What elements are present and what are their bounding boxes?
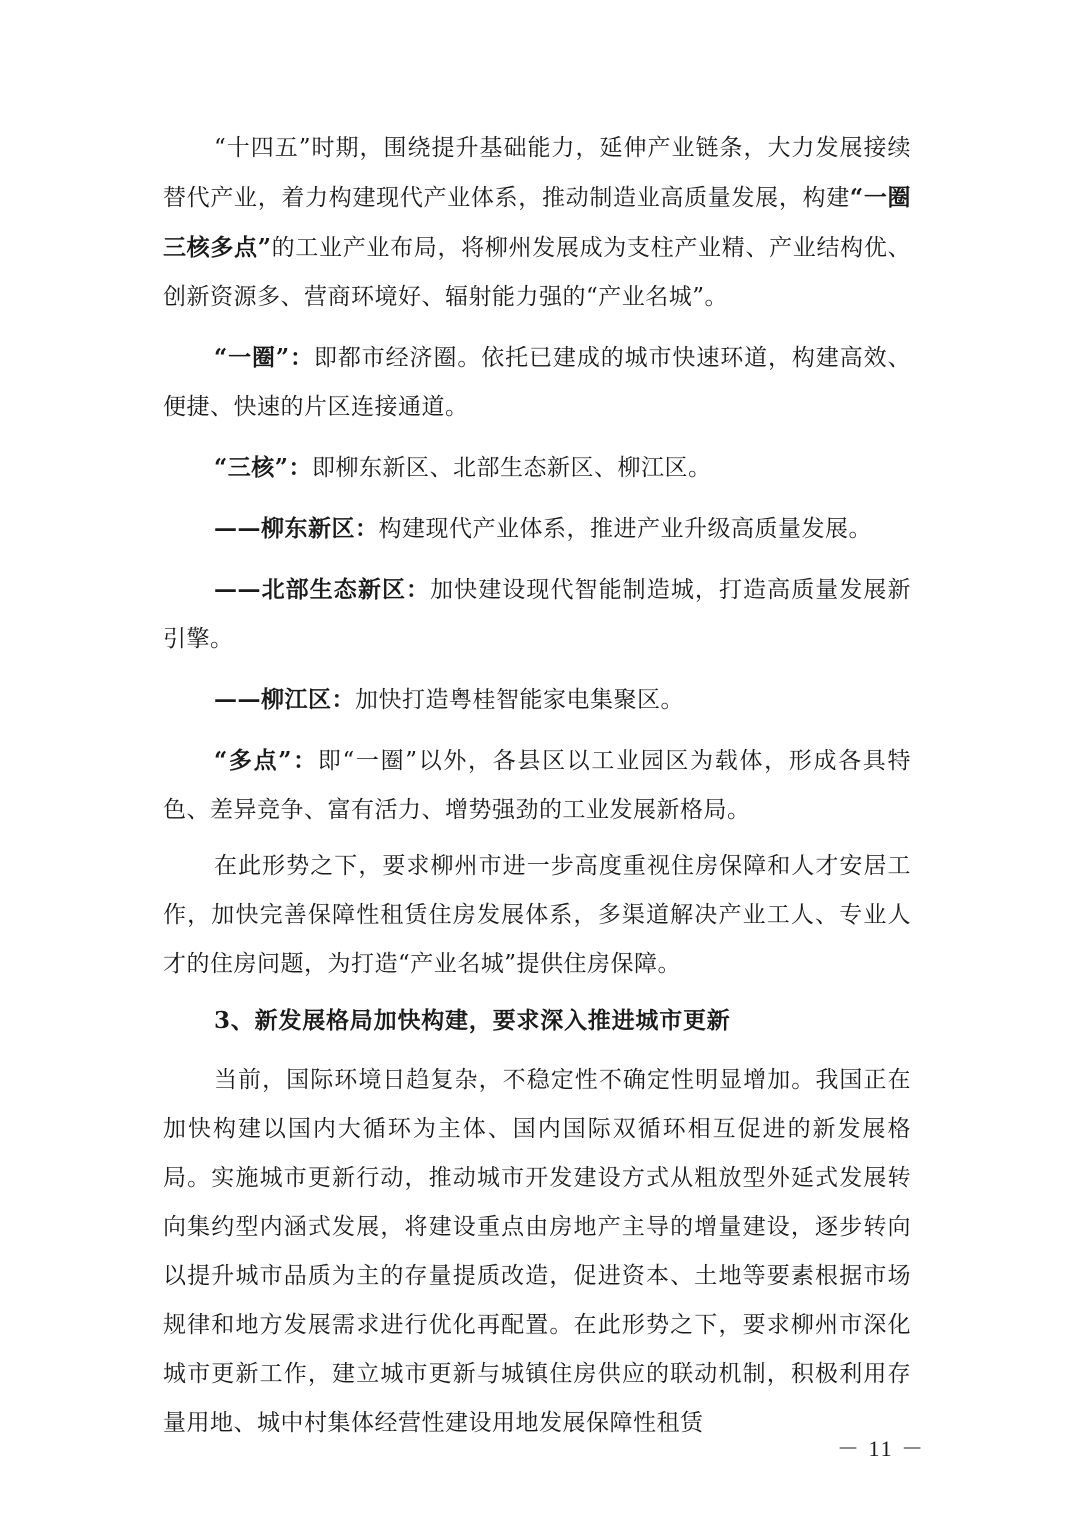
yiquan-label: “一圈”： [214,344,314,371]
paragraph-intro [163,124,911,322]
layout-term-bold: “一圈三核多点” [163,184,912,261]
paragraph-beibu [163,565,911,664]
section-heading-3: 3、新发展格局加快构建，要求深入推进城市更新 [214,1007,731,1034]
paragraph-duodian [163,736,911,835]
body-text [163,124,911,1459]
duodian-text: 即“一圈”以外，各县区以工业园区为载体，形成各具特色、差异竞争、富有活力、增势强劲的工业发展新格局。 [163,748,911,823]
paragraph-intro-rest: 的工业产业布局，将柳州发展成为支柱产业精、产业结构优、创新资源多、营商环境好、辐射能力强的“产业名城”。 [163,235,912,310]
liujiang-text: 加快打造粤桂智能家电集聚区。 [355,687,684,713]
paragraph-liujiang [163,675,911,725]
paragraph-housing: 在此形势之下，要求柳州市进一步高度重视住房保障和人才安居工作，加快完善保障性租赁住房发展体系，多渠道解决产业工人、专业人才的住房问题，为打造“产业名城”提供住房保障。 [163,853,911,977]
paragraph-urban-renewal: 当前，国际环境日趋复杂，不稳定性不确定性明显增加。我国正在加快构建以国内大循环为主体、国内国际双循环相互促进的新发展格局。实施城市更新行动，推动城市开发建设方式从粗放型外延式发展转向集约型内涵式发展，将建设重点由房地产主导的增量建设，逐步转向以提升城市品质为主的存量提质改造，促进资本、土地等要素根据市场规律和地方发展需求进行优化再配置。在此形势之下，要求柳州市深化城市更新工作，建立城市更新与城镇住房供应的联动机制，积极利用存量用地、城中村集体经营性建设用地发展保障性租赁 [163,1067,911,1436]
beibu-label: ——北部生态新区： [214,576,431,603]
page-number: － 11 － [837,1436,926,1461]
paragraph-liudong [163,504,911,554]
paragraph-intro-text: “十四五”时期，围绕提升基础能力，延伸产业链条，大力发展接续替代产业，着力构建现代产业体系，推动制造业高质量发展，构建 [163,135,911,211]
liujiang-label: ——柳江区： [214,686,355,713]
sanhe-label: “三核”： [214,454,312,481]
paragraph-sanhe [163,443,911,493]
paragraph-yiquan [163,333,911,432]
yiquan-text: 即都市经济圈。依托已建成的城市快速环道，构建高效、便捷、快速的片区连接通道。 [163,345,911,420]
liudong-text: 构建现代产业体系，推进产业升级高质量发展。 [378,516,872,542]
sanhe-text: 即柳东新区、北部生态新区、柳江区。 [311,455,712,481]
duodian-label: “多点”： [214,747,318,774]
beibu-text: 加快建设现代智能制造城，打造高质量发展新引擎。 [163,577,912,652]
liudong-label: ——柳东新区： [214,515,379,542]
